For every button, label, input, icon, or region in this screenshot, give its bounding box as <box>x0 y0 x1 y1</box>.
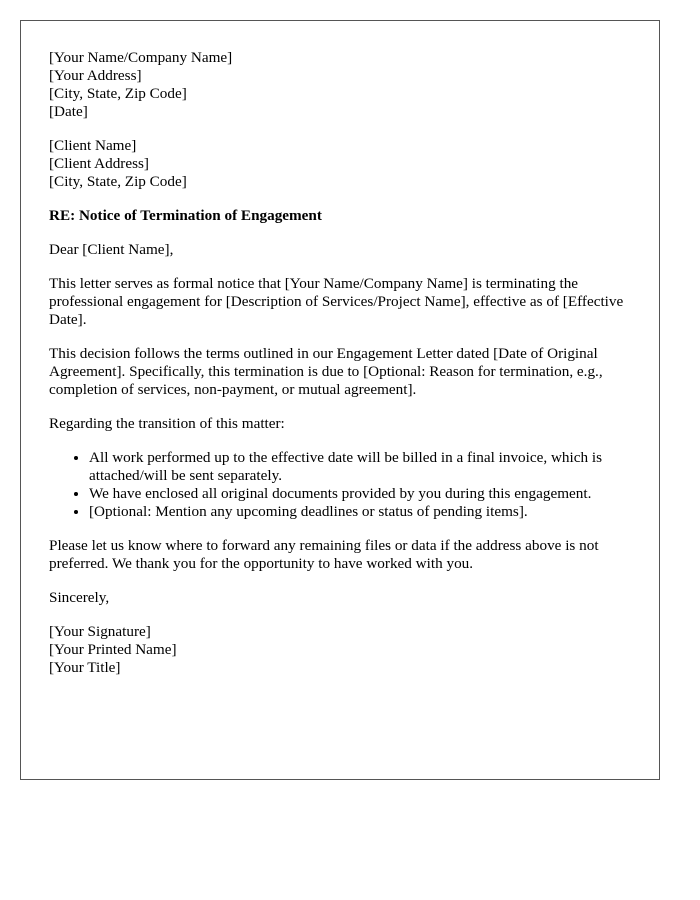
letter-page <box>20 20 660 780</box>
signature-block <box>49 623 631 677</box>
sender-address: [Your Address] <box>49 67 142 84</box>
recipient-address: [Client Address] <box>49 155 149 172</box>
signature-placeholder: [Your Signature] <box>49 623 151 640</box>
list-item: • All work performed up to the effective date will be billed in a final invoice, which is attached/will be sent separately. <box>89 449 631 485</box>
list-item: • [Optional: Mention any upcoming deadlines or status of pending items]. <box>89 503 631 521</box>
body-paragraph-transition: Regarding the transition of this matter: <box>49 415 285 432</box>
signer-title: [Your Title] <box>49 659 121 676</box>
subject-line: RE: Notice of Termination of Engagement <box>49 207 322 224</box>
body-paragraph-reason: This decision follows the terms outlined in our Engagement Letter dated [Date of Original Agreement]. Specifically, this termination is due to [Optional: Reason for termination, e.g., completion of services, non-payment, or mutual agreement]. <box>49 345 603 398</box>
recipient-city-state-zip: [City, State, Zip Code] <box>49 173 187 190</box>
printed-name: [Your Printed Name] <box>49 641 177 658</box>
closing-word: Sincerely, <box>49 589 110 606</box>
recipient-name: [Client Name] <box>49 137 137 154</box>
sender-block <box>49 49 631 121</box>
letter-date: [Date] <box>49 103 88 120</box>
salutation: Dear [Client Name], <box>49 241 174 258</box>
transition-list <box>49 449 631 521</box>
sender-city-state-zip: [City, State, Zip Code] <box>49 85 187 102</box>
recipient-block <box>49 137 631 191</box>
list-item: • We have enclosed all original documents provided by you during this engagement. <box>89 485 631 503</box>
body-paragraph-notice: This letter serves as formal notice that [Your Name/Company Name] is terminating the professional engagement for [Description of Services/Project Name], effective as of [Effective Date]. <box>49 275 624 328</box>
sender-name: [Your Name/Company Name] <box>49 49 233 66</box>
closing-paragraph: Please let us know where to forward any remaining files or data if the address above is not preferred. We thank you for the opportunity to have worked with you. <box>49 537 599 572</box>
